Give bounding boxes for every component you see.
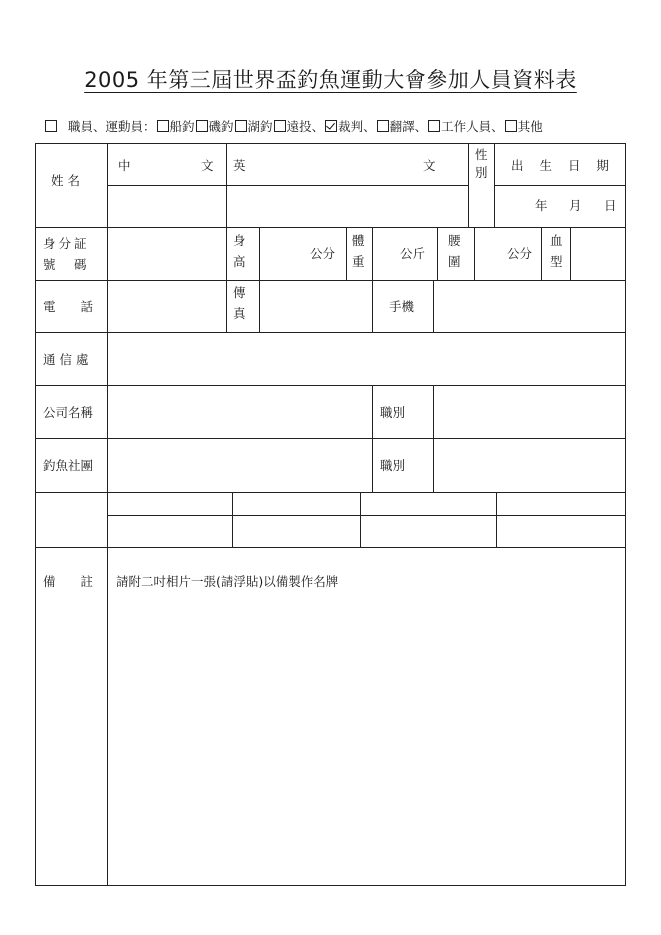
company-title-input[interactable] [434,386,626,438]
blood-label-1: 血 [550,233,563,248]
chinese-label-right: 文 [201,158,214,173]
fax-label-2: 真 [233,306,246,321]
waist-label-2: 圍 [448,254,461,269]
english-label-right: 文 [423,158,436,173]
rule-birth-mid [494,185,626,186]
rule-col-weight [346,227,347,280]
weight-label-1: 體 [352,233,365,248]
role-separator: 、 [363,119,376,134]
rule-blank-mid [107,515,626,516]
birth-month: 月 [569,198,582,213]
rule-col-waist-val [474,227,475,280]
rule-col-birth [494,143,495,227]
waist-label-1: 腰 [448,233,461,248]
company-title-label: 職別 [380,405,406,420]
id-label-1: 身分証 [43,236,90,251]
fax-input[interactable] [260,281,372,332]
role-checkbox[interactable] [235,120,247,132]
phone-label: 電 話 [43,299,94,314]
birth-year: 年 [535,198,548,213]
company-input[interactable] [108,386,372,438]
id-label-2: 號 碼 [43,257,90,272]
rule-col-mobile [372,280,373,332]
rule-col-waist [437,227,438,280]
club-label: 釣魚社團 [43,458,94,473]
blood-type-input[interactable] [571,228,626,280]
address-label: 通 信 處 [43,352,89,367]
rule-col-title [372,385,373,492]
mobile-label: 手機 [389,299,415,314]
role-option-label: 工作人員 [441,119,492,134]
chinese-label-left: 中 [118,158,131,173]
waist-unit: 公分 [507,246,533,261]
role-lead-label: 職員、運動員： [68,119,156,134]
role-option-label: 遠投 [286,119,312,134]
role-checkbox-line [44,117,543,135]
role-checkbox[interactable] [428,120,440,132]
role-option-label: 裁判 [338,119,364,134]
english-name-input[interactable] [227,186,468,227]
rule-row6 [35,492,626,493]
role-checkbox[interactable] [157,120,169,132]
blood-label-2: 型 [550,254,563,269]
rule-row7 [35,547,626,548]
birth-label: 出 生 日 期 [511,158,615,173]
role-checkbox[interactable] [377,120,389,132]
phone-input[interactable] [108,281,226,332]
role-option-label: 磯釣 [208,119,234,134]
id-number-input[interactable] [108,228,226,280]
fax-label-1: 傳 [233,285,246,300]
rule-blank-c2 [360,492,361,547]
club-title-input[interactable] [434,439,626,492]
mobile-input[interactable] [434,281,626,332]
role-checkbox[interactable] [505,120,517,132]
height-unit: 公分 [310,246,336,261]
weight-label-2: 重 [352,254,365,269]
role-separator: 、 [491,119,504,134]
remarks-text: 請附二吋相片一張(請浮貼)以備製作名牌 [116,574,339,589]
role-options [156,119,543,134]
rule-col-english [226,143,227,332]
form-title: 2005 年第三屆世界盃釣魚運動大會參加人員資料表 [84,68,577,92]
address-input[interactable] [108,333,626,385]
rule-remarks-col [107,547,108,886]
name-label: 姓 名 [51,173,80,188]
role-separator: 、 [311,119,325,134]
height-label-1: 身 [233,233,246,248]
role-option-label: 湖釣 [247,119,273,134]
english-label-left: 英 [233,158,246,173]
role-option-label: 其他 [517,119,543,134]
role-separator: 、 [414,119,428,134]
rule-blank-c3 [496,492,497,547]
role-checkbox[interactable] [196,120,208,132]
chinese-name-input[interactable] [108,186,226,227]
rule-col-blood [541,227,542,280]
sex-input[interactable] [469,186,494,227]
club-input[interactable] [108,439,372,492]
rule-col-weight-val [372,227,373,280]
club-title-label: 職別 [380,458,406,473]
weight-unit: 公斤 [400,246,426,261]
role-checkbox[interactable] [325,120,337,132]
role-option-label: 船釣 [169,119,195,134]
sex-label-1: 性 [475,147,488,162]
role-checkbox[interactable] [274,120,286,132]
sex-label-2: 別 [475,165,488,180]
remarks-label: 備 註 [43,574,94,589]
company-label: 公司名稱 [43,405,94,420]
height-label-2: 高 [233,254,246,269]
birth-day: 日 [604,198,617,213]
rule-blank-c1 [232,492,233,547]
role-option-label: 翻譯 [389,119,415,134]
role-master-checkbox[interactable] [45,120,57,132]
